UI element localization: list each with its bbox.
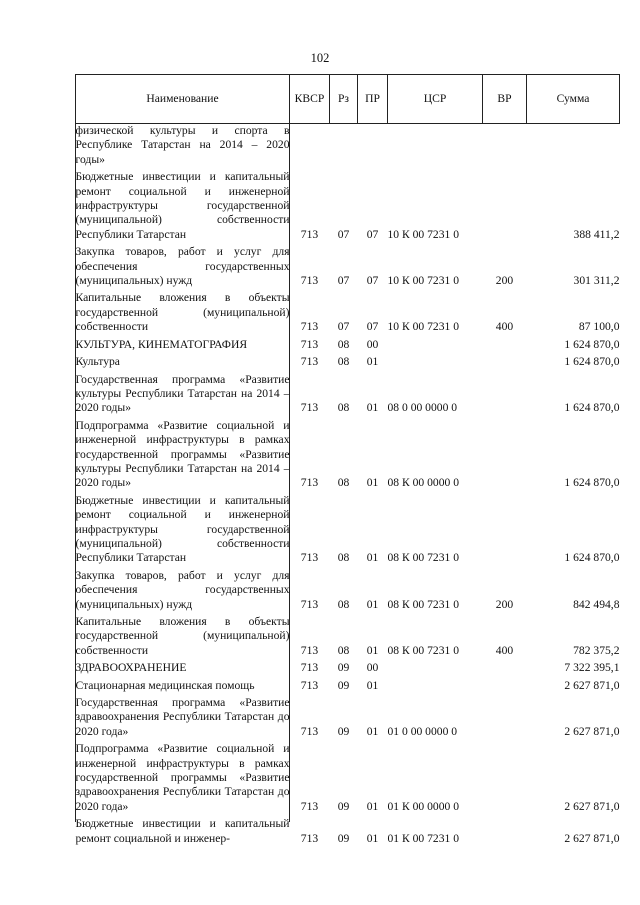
table-row	[76, 566, 620, 612]
table-row	[76, 416, 620, 491]
table-row	[76, 658, 620, 675]
cell-kvsr: 713	[300, 227, 319, 241]
cell-name: Стационарная медицинская помощь	[75, 678, 255, 692]
cell-kvsr: 713	[300, 831, 319, 845]
cell-csr: 08 К 00 7231 0	[387, 551, 459, 565]
cell-vr: 200	[495, 597, 514, 611]
cell-rz: 08	[337, 597, 350, 611]
cell-csr	[388, 124, 483, 168]
cell-csr	[388, 658, 483, 675]
cell-sum: 388 411,2	[573, 227, 620, 241]
cell-name: Бюджетные инвестиции и капитальный ремонт социальной и инженер-	[75, 817, 290, 845]
table-row	[76, 124, 620, 168]
cell-name: Бюджетные инвестиции и капитальный ремонт социальной и инженерной инфраструктуры государственной (муниципальной) собственности Республики Татарстан	[75, 493, 290, 565]
table-row	[76, 491, 620, 566]
cell-pr	[358, 124, 388, 168]
cell-name: Культура	[75, 355, 120, 369]
page-number: 102	[310, 51, 330, 65]
cell-csr: 08 0 00 0000 0	[387, 401, 458, 415]
cell-rz: 08	[337, 337, 350, 351]
cell-csr: 01 К 00 7231 0	[387, 831, 459, 845]
cell-name: Капитальные вложения в объекты государственной (муниципальной) собственности	[75, 615, 290, 657]
cell-rz: 07	[337, 274, 350, 288]
cell-pr: 01	[366, 643, 379, 657]
cell-pr: 07	[366, 274, 379, 288]
cell-sum: 301 311,2	[573, 274, 620, 288]
table-row	[76, 242, 620, 288]
cell-sum	[527, 124, 620, 168]
cell-vr	[483, 370, 527, 416]
table-row	[76, 612, 620, 658]
cell-pr: 01	[366, 678, 379, 692]
cell-name: Подпрограмма «Развитие социальной и инженерной инфраструктуры в рамках государственной программы «Развитие культуры Республики Татарстан на 2014 – 2020 годы»	[75, 418, 290, 490]
cell-sum: 7 322 395,1	[564, 661, 620, 675]
cell-csr: 08 К 00 0000 0	[387, 476, 459, 490]
cell-kvsr: 713	[300, 274, 319, 288]
cell-sum: 1 624 870,0	[564, 401, 620, 415]
cell-sum: 87 100,0	[578, 320, 620, 334]
table-row	[76, 370, 620, 416]
table-row	[76, 288, 620, 334]
cell-name: Подпрограмма «Развитие социальной и инженерной инфраструктуры в рамках государственной программы «Развитие здравоохранения Республики Татарстан до 2020 года»	[75, 742, 290, 813]
column-header-rz: Рз	[330, 75, 358, 124]
cell-rz: 09	[337, 831, 350, 845]
cell-kvsr: 713	[300, 597, 319, 611]
cell-pr: 00	[366, 661, 379, 675]
cell-rz: 09	[337, 724, 350, 738]
cell-csr	[388, 352, 483, 369]
cell-name: физической культуры и спорта в Республике Татарстан на 2014 – 2020 годы»	[75, 124, 290, 166]
cell-pr: 01	[366, 831, 379, 845]
cell-kvsr: 713	[300, 476, 319, 490]
cell-rz: 09	[337, 661, 350, 675]
cell-pr: 00	[366, 337, 379, 351]
cell-sum: 782 375,2	[573, 643, 620, 657]
cell-name: Закупка товаров, работ и услуг для обеспечения государственных (муниципальных) нужд	[75, 568, 290, 611]
table-row	[76, 814, 620, 846]
column-header-name: Наименование	[76, 75, 290, 124]
table-row	[76, 167, 620, 242]
cell-name: КУЛЬТУРА, КИНЕМАТОГРАФИЯ	[75, 337, 248, 351]
budget-table	[75, 74, 620, 846]
table-body	[76, 124, 620, 847]
cell-kvsr: 713	[300, 401, 319, 415]
cell-sum: 2 627 871,0	[564, 831, 620, 845]
cell-rz: 08	[337, 551, 350, 565]
column-header-pr: ПР	[358, 75, 388, 124]
cell-kvsr: 713	[300, 337, 319, 351]
cell-vr	[483, 491, 527, 566]
cell-kvsr	[290, 124, 330, 168]
cell-rz: 07	[337, 320, 350, 334]
cell-name: Капитальные вложения в объекты государственной (муниципальной) собственности	[75, 291, 290, 334]
cell-sum: 842 494,8	[573, 597, 620, 611]
table-row	[76, 693, 620, 739]
table-row	[76, 352, 620, 369]
cell-sum: 2 627 871,0	[564, 678, 620, 692]
cell-sum: 1 624 870,0	[564, 355, 620, 369]
cell-name: Бюджетные инвестиции и капитальный ремонт социальной и инженерной инфраструктуры государственной (муниципальной) собственности Республики Татарстан	[75, 170, 290, 241]
column-header-kvsr: КВСР	[290, 75, 330, 124]
cell-vr	[483, 814, 527, 846]
cell-vr	[483, 352, 527, 369]
cell-sum: 1 624 870,0	[564, 337, 620, 351]
cell-rz: 08	[337, 643, 350, 657]
cell-sum: 2 627 871,0	[564, 799, 620, 813]
cell-kvsr: 713	[300, 661, 319, 675]
cell-kvsr: 713	[300, 799, 319, 813]
cell-kvsr: 713	[300, 724, 319, 738]
cell-rz	[330, 124, 358, 168]
cell-sum: 2 627 871,0	[564, 724, 620, 738]
table-header-row	[76, 75, 620, 124]
cell-pr: 01	[366, 799, 379, 813]
cell-vr	[483, 693, 527, 739]
cell-csr	[388, 335, 483, 352]
cell-pr: 01	[366, 476, 379, 490]
cell-csr: 10 К 00 7231 0	[387, 274, 459, 288]
table-row	[76, 335, 620, 352]
cell-pr: 01	[366, 401, 379, 415]
left-border-line	[75, 122, 76, 822]
cell-name: ЗДРАВООХРАНЕНИЕ	[75, 661, 187, 675]
cell-vr: 400	[495, 643, 514, 657]
cell-vr	[483, 416, 527, 491]
column-header-csr: ЦСР	[388, 75, 483, 124]
cell-rz: 09	[337, 799, 350, 813]
cell-name: Государственная программа «Развитие здравоохранения Республики Татарстан до 2020 года»	[75, 696, 290, 738]
cell-vr: 200	[495, 274, 514, 288]
cell-name: Государственная программа «Развитие культуры Республики Татарстан на 2014 – 2020 годы»	[75, 372, 290, 415]
cell-name: Закупка товаров, работ и услуг для обеспечения государственных (муниципальных) нужд	[75, 245, 290, 288]
cell-pr: 07	[366, 227, 379, 241]
cell-csr: 08 К 00 7231 0	[387, 643, 459, 657]
cell-sum: 1 624 870,0	[564, 476, 620, 490]
cell-kvsr: 713	[300, 355, 319, 369]
cell-rz: 07	[337, 227, 350, 241]
cell-kvsr: 713	[300, 320, 319, 334]
cell-sum: 1 624 870,0	[564, 551, 620, 565]
cell-vr	[483, 335, 527, 352]
cell-pr: 01	[366, 551, 379, 565]
cell-vr: 400	[495, 320, 514, 334]
cell-csr: 10 К 00 7231 0	[387, 227, 459, 241]
cell-vr	[483, 658, 527, 675]
column-header-sum: Сумма	[527, 75, 620, 124]
cell-kvsr: 713	[300, 643, 319, 657]
column-header-vr: ВР	[483, 75, 527, 124]
cell-csr: 10 К 00 7231 0	[387, 320, 459, 334]
table-row	[76, 676, 620, 693]
table-row	[76, 739, 620, 814]
cell-rz: 08	[337, 401, 350, 415]
cell-kvsr: 713	[300, 551, 319, 565]
cell-csr: 08 К 00 7231 0	[387, 597, 459, 611]
cell-kvsr: 713	[300, 678, 319, 692]
cell-rz: 09	[337, 678, 350, 692]
cell-vr	[483, 124, 527, 168]
cell-vr	[483, 676, 527, 693]
cell-pr: 01	[366, 724, 379, 738]
cell-pr: 01	[366, 355, 379, 369]
cell-vr	[483, 739, 527, 814]
cell-pr: 07	[366, 320, 379, 334]
cell-pr: 01	[366, 597, 379, 611]
cell-rz: 08	[337, 355, 350, 369]
cell-rz: 08	[337, 476, 350, 490]
cell-vr	[483, 167, 527, 242]
cell-csr	[388, 676, 483, 693]
cell-csr: 01 0 00 0000 0	[387, 724, 458, 738]
cell-csr: 01 К 00 0000 0	[387, 799, 459, 813]
column-divider	[289, 122, 290, 822]
